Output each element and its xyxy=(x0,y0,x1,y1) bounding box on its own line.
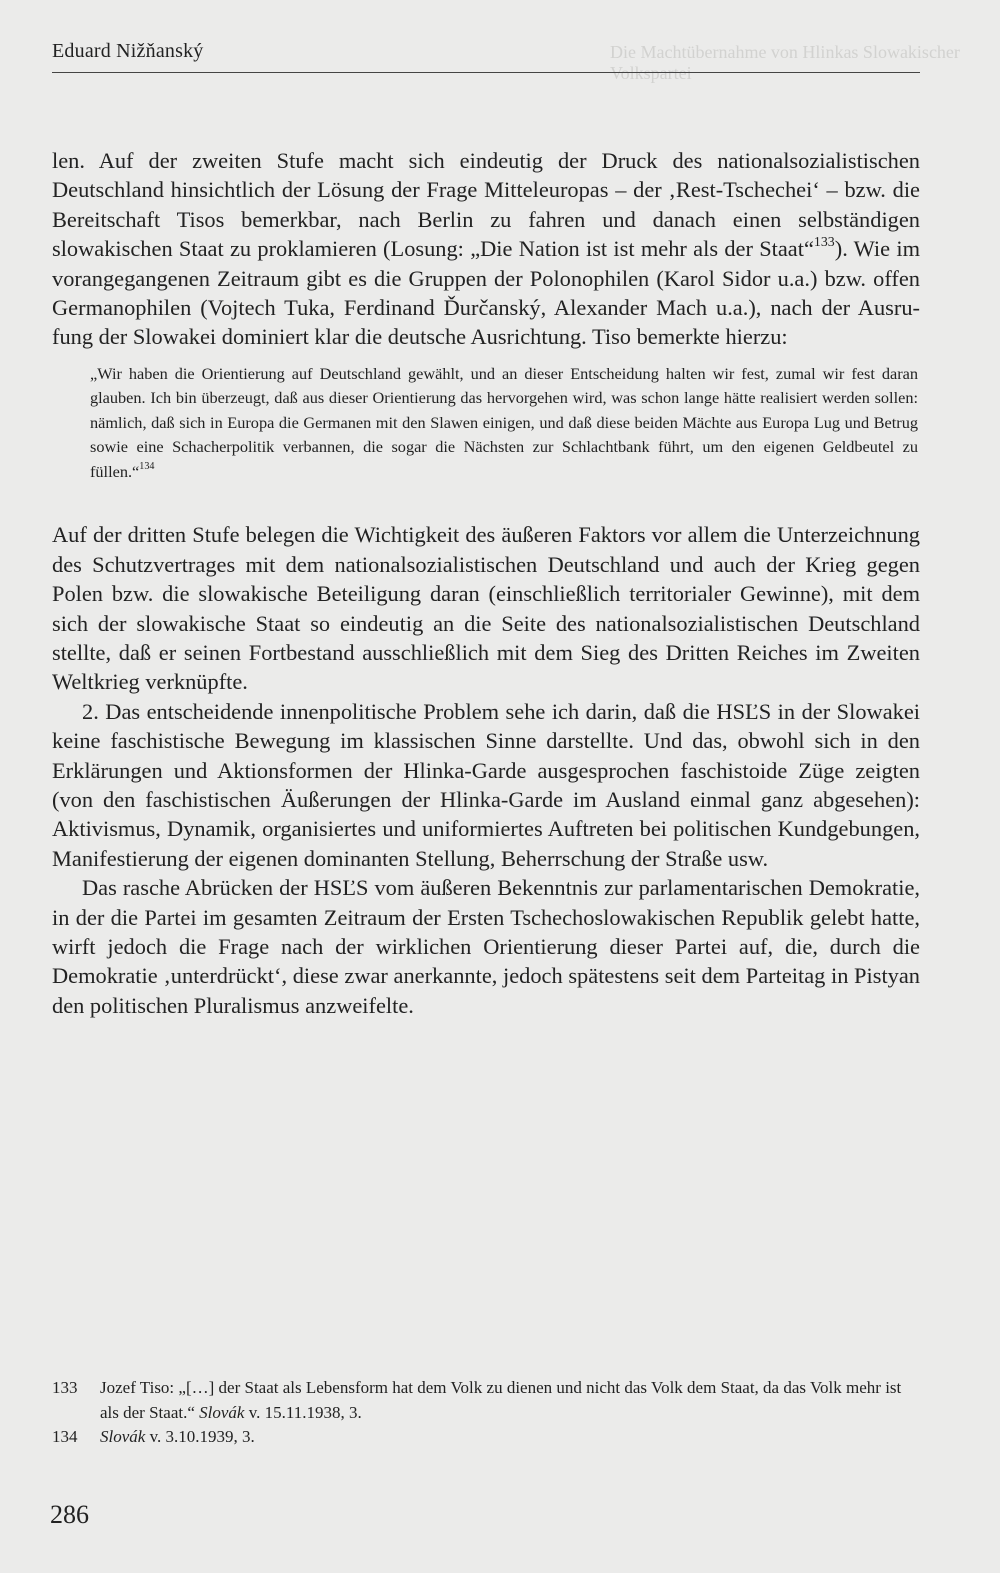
header-rule xyxy=(52,72,920,73)
footnote-source-title: Slovák xyxy=(100,1427,146,1446)
footnotes xyxy=(52,1376,920,1450)
body-text xyxy=(52,146,920,1020)
paragraph-1-text: len. Auf der zweiten Stufe macht sich eindeutig der Druck des nationalsozialistischen Deutschland hinsichtlich der Lösung der Frage Mitteleuropas – der ‚Rest-Tschechei‘ – bzw. die Bereitschaft Tisos bemerkbar, nach Berlin zu fahren und danach einen selbständigen slowakischen Staat zu proklamieren (Losung: „Die Nation ist ist mehr als der Staat“ xyxy=(52,148,920,262)
page-number: 286 xyxy=(50,1500,89,1529)
paragraph-1 xyxy=(52,146,920,352)
footnote-text xyxy=(100,1425,920,1450)
running-head: Eduard Nižňanský xyxy=(52,40,204,62)
block-quote xyxy=(90,362,918,485)
paragraph-2: Auf der dritten Stufe belegen die Wichtigkeit des äußeren Faktors vor allem die Unterzeichnung des Schutzvertrages mit dem nationalsozialistischen Deutschland und auch der Krieg gegen Polen bzw. die slowakische Beteiligung daran (einschließlich territorialer Gewinne), mit dem sich der slowakische Staat so eindeutig an die Seite des nationalsozialistischen Deutschland stellte, daß er seinen Fortbestand ausschließlich mit dem Sieg des Dritten Reiches im Zweiten Weltkrieg verknüpfte. xyxy=(52,522,920,695)
footnote-source-title: Slovák xyxy=(199,1402,245,1422)
bleed-through-head: Die Machtübernahme von Hlinkas Slowakischer Volkspartei xyxy=(610,42,960,83)
footnote-text xyxy=(100,1376,920,1425)
footnote-text-part: v. 3.10.1939, 3. xyxy=(145,1427,255,1446)
footnote-number: 134 xyxy=(52,1427,78,1446)
footnote-ref-133: 133 xyxy=(813,234,835,250)
footnote-text-part: Jozef Tiso: „[…] der Staat als Lebensform hat dem Volk zu dienen und nicht das Volk dem Staat, da das Volk mehr ist als der Staat.“ xyxy=(100,1378,902,1422)
paragraph-4: Das rasche Abrücken der HSĽS vom äußeren Bekenntnis zur parlamentarischen Demokratie, in der die Partei im gesamten Zeitraum der Ersten Tschechoslowakischen Republik gelebt hatte, wirft jedoch die Frage nach der wirklichen Orientierung dieser Partei auf, die, durch die Demokratie ‚unterdrückt‘, diese zwar anerkannte, jedoch spätestens seit dem Parteitag in Pistyan den politischen Pluralismus anzweifelte. xyxy=(52,875,920,1018)
section-gap xyxy=(52,496,920,520)
paragraph-1-text-rest: ). Wie im vorangegangenen Zeitraum gibt es die Gruppen der Polonophilen (Karol Sidor u.a.) bzw. offen Germanophilen (Vojtech Tuka, Ferdinand Ďurčanský, Alexander Mach u.a.), nach der Ausrufung der Slowakei dominiert klar die deutsche Ausrichtung. Tiso bemerkte hierzu: xyxy=(52,236,920,350)
footnote-number: 133 xyxy=(52,1378,78,1397)
paragraph-3: 2. Das entscheidende innenpolitische Problem sehe ich darin, daß die HSĽS in der Slowakei keine faschistische Bewegung im klassischen Sinne darstellte. Und das, obwohl sich in den Erklärungen und Aktionsformen der Hlinka-Garde ausgesprochen faschistoide Züge zeigten (von den faschistischen Äußerungen der Hlinka-Garde im Ausland einmal ganz abgesehen): Aktivismus, Dynamik, organisiertes und uniformiertes Auftreten bei politischen Kundgebungen, Manifestierung der eigenen dominanten Stellung, Beherrschung der Straße usw. xyxy=(52,698,920,871)
footnote-text-part: v. 15.11.1938, 3. xyxy=(244,1402,362,1422)
block-quote-text: „Wir haben die Orientierung auf Deutschland gewählt, und an dieser Entscheidung halten wir fest, zumal wir fest daran glauben. Ich bin überzeugt, daß aus dieser Orientierung das hervorgehen wird, was schon lange hätte realisiert werden sollen: nämlich, daß sich in Europa die Germanen mit den Slawen einigen, und daß diese beiden Mächte aus Europa Lug und Betrug sowie eine Schacherpolitik verbannen, die sogar die Nächsten zur Schlachtbank führt, um den eigenen Geldbeutel zu füllen.“ xyxy=(90,363,918,481)
footnote-133 xyxy=(52,1376,920,1425)
footnote-ref-134: 134 xyxy=(139,460,155,472)
footnote-134 xyxy=(52,1425,920,1450)
